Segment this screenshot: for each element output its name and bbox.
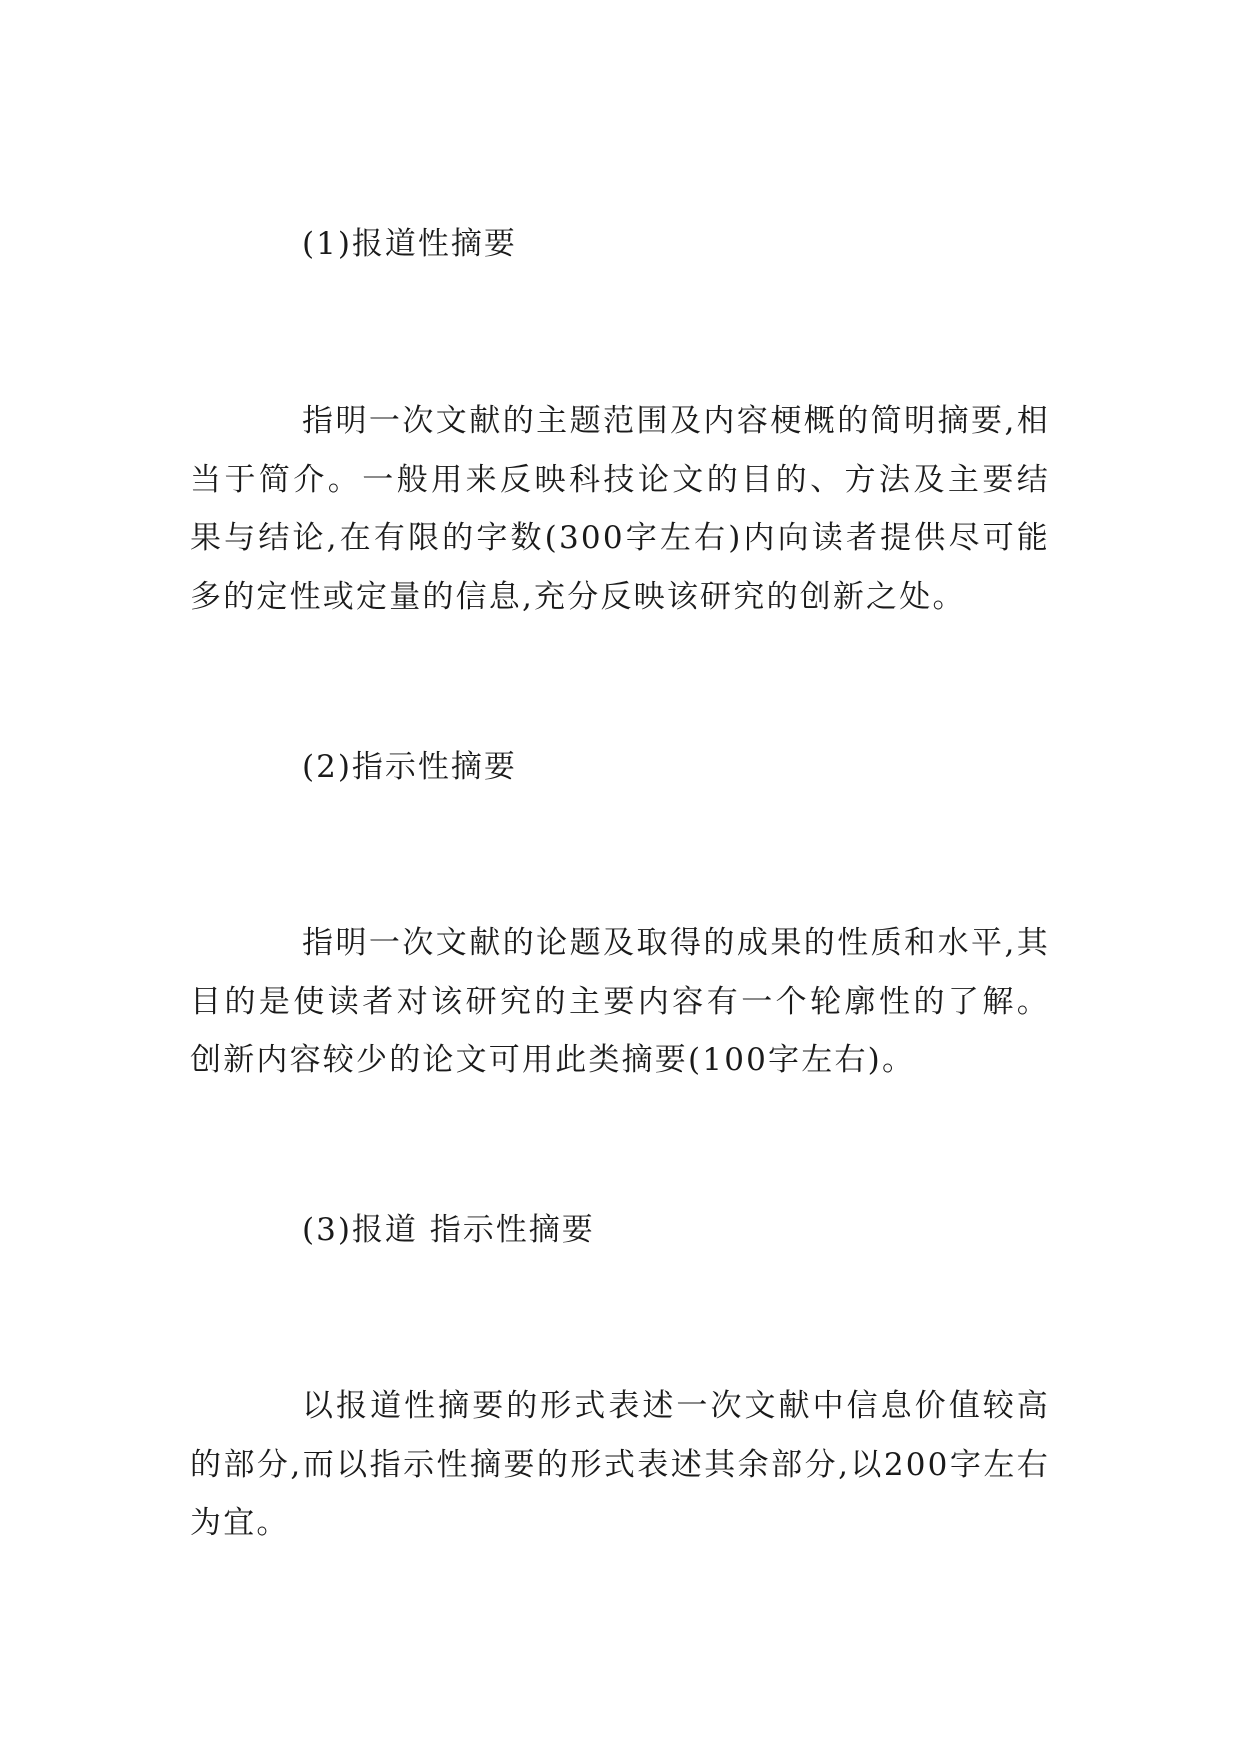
section-heading-reporting-abstract: (1)报道性摘要	[302, 226, 517, 262]
section-body-reporting-indicative-abstract: 以报道性摘要的形式表述一次文献中信息价值较高的部分,而以指示性摘要的形式表述其余部分,以200字左右为宜。	[190, 1388, 1050, 1541]
section-heading-reporting-indicative-abstract: (3)报道 指示性摘要	[302, 1212, 595, 1248]
section-body-indicative-abstract: 指明一次文献的论题及取得的成果的性质和水平,其目的是使读者对该研究的主要内容有一个轮廓性的了解。创新内容较少的论文可用此类摘要(100字左右)。	[190, 925, 1050, 1078]
section-heading-indicative-abstract: (2)指示性摘要	[302, 749, 517, 785]
section-body-reporting-abstract: 指明一次文献的主题范围及内容梗概的简明摘要,相当于简介。一般用来反映科技论文的目的、方法及主要结果与结论,在有限的字数(300字左右)内向读者提供尽可能多的定性或定量的信息,充分反映该研究的创新之处。	[190, 403, 1050, 615]
